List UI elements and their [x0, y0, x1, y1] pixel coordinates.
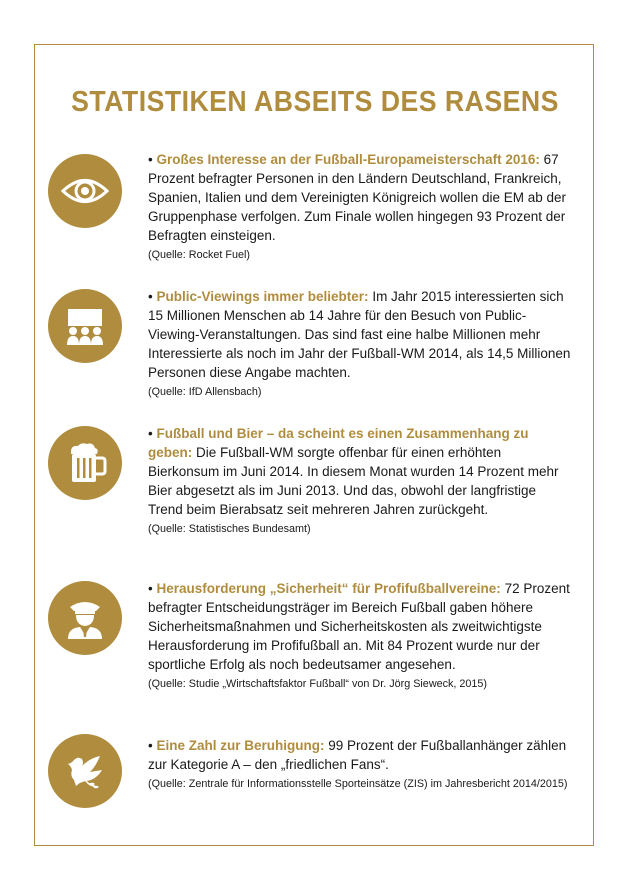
entry-heading: Großes Interesse an der Fußball-Europameisterschaft 2016: [156, 152, 540, 167]
entry-heading: Herausforderung „Sicherheit“ für Profifußballvereine: [156, 581, 501, 596]
entry-body: Im Jahr 2015 interessierten sich 15 Millionen Menschen ab 14 Jahre für den Besuch von Public-Viewing-Veranstaltungen. Das sind fast eine halbe Millionen mehr Interessierte als noch im Jahr der Fußball-WM 2014, als 14,5 Millionen Personen diese Angabe machten. [148, 289, 571, 380]
entry-body: 72 Prozent befragter Entscheidungsträger im Bereich Fußball gaben höhere Sicherheitsmaßnahmen und Sicherheitskosten als zweitwichtigste Herausforderung im Profifußball an. Mit 84 Prozent wurde nur der sportliche Erfolg als noch bedeutsamer angesehen. [148, 581, 570, 672]
entry-body: 99 Prozent der Fußballanhänger zählen zur Kategorie A – den „friedlichen Fans“. [148, 738, 567, 772]
dove-icon [48, 734, 122, 808]
entry-text: • Fußball und Bier – da scheint es einen Zusammenhang zu geben: Die Fußball-WM sorgte offenbar für einen erhöhten Bierkonsum im Juni 2014. In diesem Monat wurden 14 Prozent mehr Bier abgesetzt als im Juni 2013. Und das, obwohl der langfristige Trend beim Bierabsatz seit mehreren Jahren zurückgeht. (Quelle: Statistisches Bundesamt) [148, 424, 573, 538]
entry-source: (Quelle: Statistisches Bundesamt) [148, 523, 311, 535]
eye-icon [48, 154, 122, 228]
entry-heading: Eine Zahl zur Beruhigung: [156, 738, 325, 753]
entry-text: • Großes Interesse an der Fußball-Europameisterschaft 2016: 67 Prozent befragter Personen in den Ländern Deutschland, Frankreich, Spanien, Italien und dem Vereinigten Königreich wollen die EM ab der Gruppenphase verfolgen. Zum Finale wollen hingegen 93 Prozent der Befragten einsteigen. (Quelle: Rocket Fuel) [148, 150, 573, 264]
entry-text: • Public-Viewings immer beliebter: Im Jahr 2015 interessierten sich 15 Millionen Menschen ab 14 Jahre für den Besuch von Public-Viewing-Veranstaltungen. Das sind fast eine halbe Millionen mehr Interessierte als noch im Jahr der Fußball-WM 2014, als 14,5 Millionen Personen diese Angabe machten. (Quelle: IfD Allensbach) [148, 287, 573, 401]
security-officer-icon [48, 581, 122, 655]
entry-heading: Public-Viewings immer beliebter: [156, 289, 369, 304]
page-title: STATISTIKEN ABSEITS DES RASENS [71, 86, 559, 118]
entry-source: (Quelle: IfD Allensbach) [148, 386, 262, 398]
entry-source: (Quelle: Rocket Fuel) [148, 249, 251, 261]
entry-heading: Fußball und Bier – da scheint es einen Zusammenhang zu geben: [148, 426, 529, 460]
entry-source: (Quelle: Zentrale für Informationsstelle Sporteinsätze (ZIS) im Jahresbericht 2014/2015) [148, 778, 568, 790]
entry-text: • Eine Zahl zur Beruhigung: 99 Prozent der Fußballanhänger zählen zur Kategorie A – den „friedlichen Fans“. (Quelle: Zentrale für Informationsstelle Sporteinsätze (ZIS) im Jahresbericht 2014/2015) [148, 736, 573, 793]
public-viewing-icon [48, 289, 122, 363]
entry-body: 67 Prozent befragter Personen in den Ländern Deutschland, Frankreich, Spanien, Italien und dem Vereinigten Königreich wollen die EM ab der Gruppenphase verfolgen. Zum Finale wollen hingegen 93 Prozent der Befragten einsteigen. [148, 152, 567, 243]
entry-source: (Quelle: Studie „Wirtschaftsfaktor Fußball“ von Dr. Jörg Sieweck, 2015) [148, 678, 488, 690]
beer-mug-icon [48, 426, 122, 500]
entry-text: • Herausforderung „Sicherheit“ für Profifußballvereine: 72 Prozent befragter Entscheidungsträger im Bereich Fußball gaben höhere Sicherheitsmaßnahmen und Sicherheitskosten als zweitwichtigste Herausforderung im Profifußball an. Mit 84 Prozent wurde nur der sportliche Erfolg als noch bedeutsamer angesehen. (Quelle: Studie „Wirtschaftsfaktor Fußball“ von Dr. Jörg Sieweck, 2015) [148, 579, 573, 693]
entry-body: Die Fußball-WM sorgte offenbar für einen erhöhten Bierkonsum im Juni 2014. In diesem Monat wurden 14 Prozent mehr Bier abgesetzt als im Juni 2013. Und das, obwohl der langfristige Trend beim Bierabsatz seit mehreren Jahren zurückgeht. [148, 445, 559, 517]
